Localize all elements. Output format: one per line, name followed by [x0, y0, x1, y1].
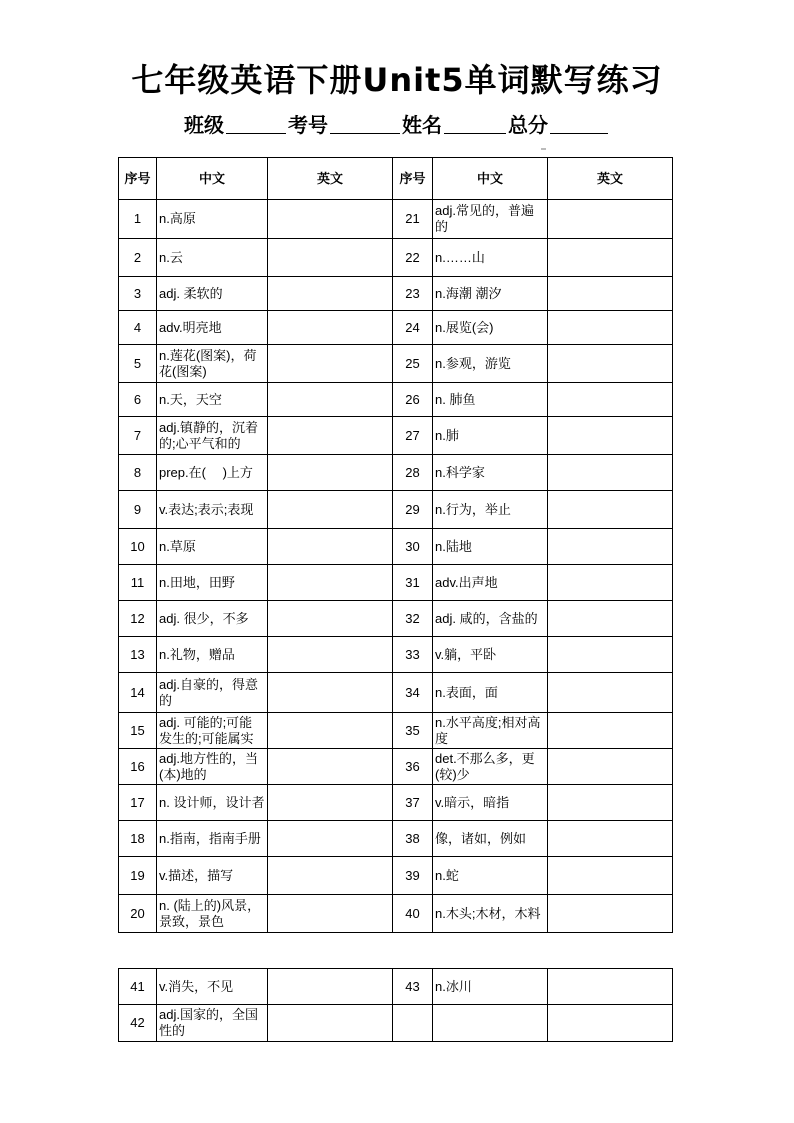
english-answer-cell[interactable]: [268, 345, 393, 383]
english-answer-cell[interactable]: [268, 785, 393, 821]
row-index: 15: [119, 713, 157, 749]
chinese-meaning: v.消失，不见: [157, 969, 268, 1005]
row-index: 25: [393, 345, 433, 383]
row-index: [393, 1005, 433, 1042]
english-answer-cell[interactable]: [268, 383, 393, 417]
chinese-meaning: n.……山: [433, 239, 548, 277]
english-answer-cell[interactable]: [548, 200, 673, 239]
table-row: [119, 895, 673, 933]
score-blank[interactable]: [550, 113, 608, 134]
chinese-meaning: adj. 很少，不多: [157, 601, 268, 637]
chinese-meaning: n.展览(会): [433, 311, 548, 345]
english-answer-cell[interactable]: [268, 1005, 393, 1042]
english-answer-cell[interactable]: [548, 383, 673, 417]
english-answer-cell[interactable]: [548, 311, 673, 345]
table-header-row: [119, 158, 673, 200]
row-index: 14: [119, 673, 157, 713]
chinese-meaning: n.科学家: [433, 455, 548, 491]
chinese-meaning: adj.地方性的，当(本)地的: [157, 749, 268, 785]
row-index: 19: [119, 857, 157, 895]
header-english: 英文: [268, 158, 393, 200]
chinese-meaning: adj. 可能的;可能发生的;可能属实: [157, 713, 268, 749]
table-row: [119, 637, 673, 673]
english-answer-cell[interactable]: [548, 601, 673, 637]
class-blank[interactable]: [226, 113, 286, 134]
chinese-meaning: v.暗示，暗指: [433, 785, 548, 821]
table-row: [119, 417, 673, 455]
vocab-table-extra: [118, 968, 673, 1042]
chinese-meaning: n.参观，游览: [433, 345, 548, 383]
english-answer-cell[interactable]: [268, 601, 393, 637]
row-index: 37: [393, 785, 433, 821]
english-answer-cell[interactable]: [268, 565, 393, 601]
row-index: 6: [119, 383, 157, 417]
english-answer-cell[interactable]: [268, 417, 393, 455]
row-index: 36: [393, 749, 433, 785]
score-label: 总分: [508, 113, 548, 137]
header-index: 序号: [393, 158, 433, 200]
chinese-meaning: prep.在( )上方: [157, 455, 268, 491]
table-row: [119, 601, 673, 637]
table-row: [119, 491, 673, 529]
row-index: 21: [393, 200, 433, 239]
chinese-meaning: n.水平高度;相对高度: [433, 713, 548, 749]
chinese-meaning: n.指南，指南手册: [157, 821, 268, 857]
chinese-meaning: n.蛇: [433, 857, 548, 895]
english-answer-cell[interactable]: [548, 1005, 673, 1042]
english-answer-cell[interactable]: [268, 857, 393, 895]
english-answer-cell[interactable]: [548, 749, 673, 785]
row-index: 11: [119, 565, 157, 601]
english-answer-cell[interactable]: [548, 857, 673, 895]
vocab-table: [118, 157, 673, 933]
table-row: [119, 239, 673, 277]
name-label: 姓名: [402, 113, 442, 137]
row-index: 32: [393, 601, 433, 637]
chinese-meaning: adj.自豪的，得意的: [157, 673, 268, 713]
table-row: [119, 529, 673, 565]
row-index: 39: [393, 857, 433, 895]
chinese-meaning: 像，诸如，例如: [433, 821, 548, 857]
chinese-meaning: n.海潮 潮汐: [433, 277, 548, 311]
english-answer-cell[interactable]: [548, 345, 673, 383]
row-index: 38: [393, 821, 433, 857]
table-row: [119, 821, 673, 857]
row-index: 27: [393, 417, 433, 455]
table-row: [119, 969, 673, 1005]
header-chinese: 中文: [433, 158, 548, 200]
chinese-meaning: n.肺: [433, 417, 548, 455]
english-answer-cell[interactable]: [548, 673, 673, 713]
row-index: 4: [119, 311, 157, 345]
header-index: 序号: [119, 158, 157, 200]
row-index: 24: [393, 311, 433, 345]
table-row: [119, 200, 673, 239]
chinese-meaning: adj. 咸的，含盐的: [433, 601, 548, 637]
table-row: [119, 565, 673, 601]
row-index: 2: [119, 239, 157, 277]
row-index: 3: [119, 277, 157, 311]
english-answer-cell[interactable]: [548, 239, 673, 277]
chinese-meaning: [433, 1005, 548, 1042]
row-index: 13: [119, 637, 157, 673]
english-answer-cell[interactable]: [268, 821, 393, 857]
table-row: [119, 749, 673, 785]
english-answer-cell[interactable]: [268, 969, 393, 1005]
english-answer-cell[interactable]: [268, 239, 393, 277]
english-answer-cell[interactable]: [268, 529, 393, 565]
name-blank[interactable]: [444, 113, 506, 134]
chinese-meaning: adj.镇静的，沉着的;心平气和的: [157, 417, 268, 455]
table-row: [119, 673, 673, 713]
row-index: 26: [393, 383, 433, 417]
row-index: 12: [119, 601, 157, 637]
page-title: 七年级英语下册Unit5单词默写练习: [131, 61, 663, 99]
english-answer-cell[interactable]: [268, 455, 393, 491]
english-answer-cell[interactable]: [548, 529, 673, 565]
row-index: 17: [119, 785, 157, 821]
row-index: 40: [393, 895, 433, 933]
chinese-meaning: n.冰川: [433, 969, 548, 1005]
row-index: 5: [119, 345, 157, 383]
chinese-meaning: n.莲花(图案)，荷花(图案): [157, 345, 268, 383]
chinese-meaning: adj. 柔软的: [157, 277, 268, 311]
row-index: 22: [393, 239, 433, 277]
chinese-meaning: adj.国家的，全国性的: [157, 1005, 268, 1042]
english-answer-cell[interactable]: [548, 455, 673, 491]
row-index: 10: [119, 529, 157, 565]
row-index: 23: [393, 277, 433, 311]
row-index: 7: [119, 417, 157, 455]
row-index: 20: [119, 895, 157, 933]
row-index: 28: [393, 455, 433, 491]
english-answer-cell[interactable]: [268, 637, 393, 673]
scan-mark: [541, 148, 546, 150]
chinese-meaning: n. (陆上的)风景，景致，景色: [157, 895, 268, 933]
english-answer-cell[interactable]: [268, 311, 393, 345]
english-answer-cell[interactable]: [268, 895, 393, 933]
row-index: 43: [393, 969, 433, 1005]
table-row: [119, 311, 673, 345]
row-index: 1: [119, 200, 157, 239]
english-answer-cell[interactable]: [548, 969, 673, 1005]
class-label: 班级: [184, 113, 224, 137]
chinese-meaning: n. 肺鱼: [433, 383, 548, 417]
english-answer-cell[interactable]: [268, 491, 393, 529]
chinese-meaning: n. 设计师，设计者: [157, 785, 268, 821]
row-index: 42: [119, 1005, 157, 1042]
table-row: [119, 785, 673, 821]
exam-no-blank[interactable]: [330, 113, 400, 134]
row-index: 33: [393, 637, 433, 673]
chinese-meaning: adj.常见的，普遍的: [433, 200, 548, 239]
row-index: 8: [119, 455, 157, 491]
chinese-meaning: n.行为，举止: [433, 491, 548, 529]
chinese-meaning: n.木头;木材，木料: [433, 895, 548, 933]
english-answer-cell[interactable]: [548, 785, 673, 821]
chinese-meaning: n.高原: [157, 200, 268, 239]
table-row: [119, 1005, 673, 1042]
row-index: 34: [393, 673, 433, 713]
chinese-meaning: n.田地，田野: [157, 565, 268, 601]
row-index: 9: [119, 491, 157, 529]
english-answer-cell[interactable]: [548, 895, 673, 933]
table-row: [119, 455, 673, 491]
header-chinese: 中文: [157, 158, 268, 200]
chinese-meaning: n.礼物，赠品: [157, 637, 268, 673]
table-row: [119, 713, 673, 749]
chinese-meaning: det.不那么多，更(较)少: [433, 749, 548, 785]
row-index: 29: [393, 491, 433, 529]
english-answer-cell[interactable]: [548, 637, 673, 673]
student-info-line: [0, 110, 794, 140]
english-answer-cell[interactable]: [268, 673, 393, 713]
english-answer-cell[interactable]: [548, 277, 673, 311]
table-row: [119, 345, 673, 383]
exam-no-label: 考号: [288, 113, 328, 137]
chinese-meaning: v.表达;表示;表现: [157, 491, 268, 529]
english-answer-cell[interactable]: [548, 821, 673, 857]
row-index: 16: [119, 749, 157, 785]
english-answer-cell[interactable]: [548, 417, 673, 455]
english-answer-cell[interactable]: [268, 749, 393, 785]
chinese-meaning: n.陆地: [433, 529, 548, 565]
chinese-meaning: adv.出声地: [433, 565, 548, 601]
table-row: [119, 857, 673, 895]
english-answer-cell[interactable]: [268, 713, 393, 749]
row-index: 41: [119, 969, 157, 1005]
row-index: 18: [119, 821, 157, 857]
english-answer-cell[interactable]: [548, 713, 673, 749]
table-row: [119, 383, 673, 417]
row-index: 35: [393, 713, 433, 749]
row-index: 31: [393, 565, 433, 601]
english-answer-cell[interactable]: [268, 200, 393, 239]
chinese-meaning: n.天，天空: [157, 383, 268, 417]
english-answer-cell[interactable]: [548, 491, 673, 529]
chinese-meaning: n.草原: [157, 529, 268, 565]
chinese-meaning: adv.明亮地: [157, 311, 268, 345]
row-index: 30: [393, 529, 433, 565]
chinese-meaning: v.躺，平卧: [433, 637, 548, 673]
header-english: 英文: [548, 158, 673, 200]
chinese-meaning: n.云: [157, 239, 268, 277]
chinese-meaning: n.表面，面: [433, 673, 548, 713]
chinese-meaning: v.描述，描写: [157, 857, 268, 895]
english-answer-cell[interactable]: [548, 565, 673, 601]
english-answer-cell[interactable]: [268, 277, 393, 311]
table-row: [119, 277, 673, 311]
